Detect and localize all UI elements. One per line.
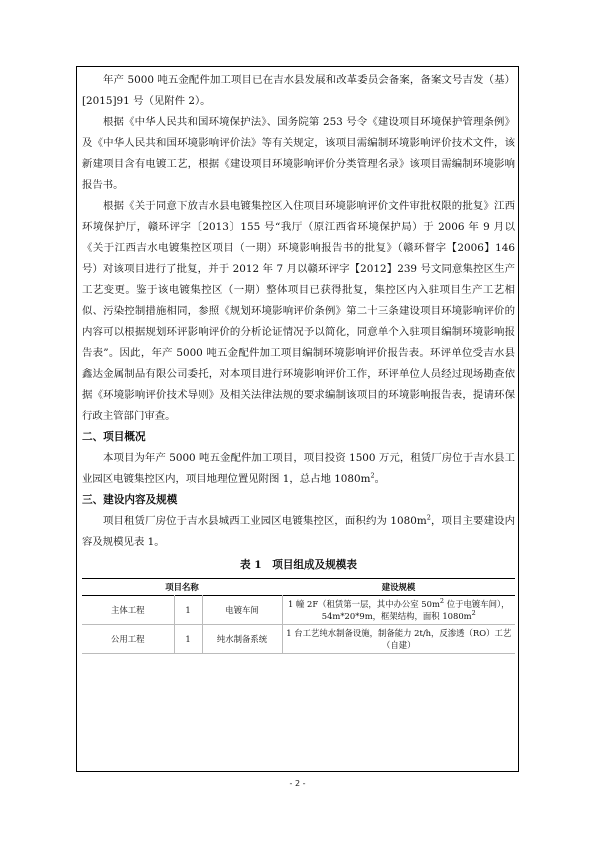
construction-text-b: ，项目主要建设内容及规模见表 1。 [82,515,516,548]
overview-text: 本项目为年产 5000 吨五金配件加工项目，项目投资 1500 万元，租赁厂房位于吉水县工业园区电镀集控区内，项目地理位置见附图 1，总占地 1080m [82,452,515,485]
scale-text-a: 1 幢 2F（租赁第一层，其中办公室 50m [287,599,440,609]
table-caption: 表 1 项目组成及规模表 [240,559,357,571]
paragraph-approval: 根据《关于同意下放吉水县电镀集控区入住项目环境影响评价文件审批权限的批复》江西环境保护厅，赣环评字〔2013〕155 号“我厅（原江西省环境保护局）于 2006 年 9 月以《关于江西吉水电镀集控区项目（一期）环境影响报告书的批复》（赣环督字【2006】146 号）对该项目进行了批复，并于 2012 年 7 月以赣环评字【2012】239 号文同意集控区生产工艺变更。鉴于该电镀集控区（一期）整体项目已获得批复，集控区内入驻项目生产工艺相似、污染控制措施相同，参照《规划环境影响评价条例》第二十三条建设项目环境影响评价的内容可以根据规划环评影响评价的分析论证情况予以简化，同意单个入驻项目编制环境影响报告表”。因此，年产 5000 吨五金配件加工项目编制环境影响评价报告表。环评单位受吉水县鑫达金属制品有限公司委托，对本项目进行环境影响评价工作，环评单位人员经过现场勘查依据《环境影响评价技术导则》及相关法律法规的要求编制该项目的环境影响报告表，提请环保行政主管部门审查。 [82,200,515,422]
construction-superscript: 2 [426,513,431,522]
cell-number: 1 [174,625,202,654]
scale-text-b: 位于电镀车间），54m*20*9m，框架结构，面积 1080m [321,599,510,621]
paragraph-construction [82,511,515,553]
overview-superscript: 2 [370,471,375,480]
scale-superscript-2: 2 [471,609,476,618]
table-header-row [82,579,515,596]
header-project-name: 项目名称 [165,582,199,592]
scale-superscript-1: 2 [439,597,445,606]
paragraph-regulations: 根据《中华人民共和国环境保护法》、国务院第 253 号令《建设项目环境保护管理条例》及《中华人民共和国环境影响评价法》等有关规定，该项目需编制环境影响评价技术文件，该新建项目含有电镀工艺，根据《建设项目环境影响评价分类管理名录》该项目需编制环境影响报告书。 [82,116,515,191]
header-construction-scale: 建设规模 [381,582,416,592]
cell-category: 公用工程 [82,625,174,654]
cell-scale [282,596,515,625]
overview-end: 。 [374,473,386,485]
construction-text-a: 项目租赁厂房位于吉水县城西工业园区电镀集控区，面积约为 1080m [103,515,427,527]
document-body [82,70,515,654]
section-heading-construction: 三、建设内容及规模 [82,494,178,506]
project-composition-table [82,578,515,654]
table-row [82,625,515,654]
cell-number: 1 [174,596,202,625]
paragraph-filing: 年产 5000 吨五金配件加工项目已在吉水县发展和改革委员会备案，备案文号吉发（基）[2015]91 号（见附件 2）。 [82,74,515,107]
section-heading-overview: 二、项目概况 [82,431,146,443]
cell-scale: 1 台工艺纯水制备设施，制备能力 2t/h，反渗透（RO）工艺（自建） [282,625,515,654]
page-number: - 2 - [289,779,306,788]
paragraph-overview [82,448,515,490]
cell-category: 主体工程 [82,596,174,625]
cell-item-name: 电镀车间 [202,596,282,625]
cell-item-name: 纯水制备系统 [202,625,282,654]
table-row [82,596,515,625]
